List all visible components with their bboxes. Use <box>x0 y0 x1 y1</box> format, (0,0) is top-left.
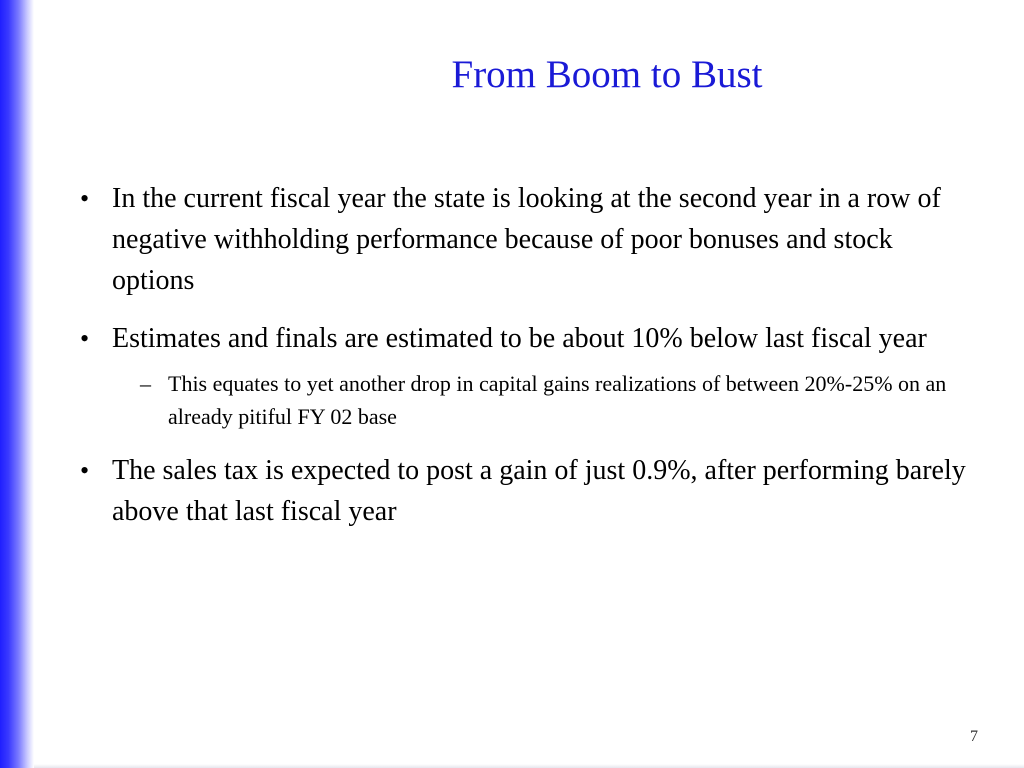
bullet-item-1 <box>80 178 970 301</box>
left-accent-bar <box>0 0 34 768</box>
bullet-item-2 <box>80 318 970 433</box>
slide-title: From Boom to Bust <box>451 53 763 96</box>
bullet-dot-icon: • <box>80 184 90 213</box>
bullet-text-1: In the current fiscal year the state is looking at the second year in a row of negative withholding performance because of poor bonuses and stock options <box>112 183 941 296</box>
sub-bullet-item-1 <box>112 367 970 433</box>
bottom-rule <box>34 764 1024 768</box>
sub-bullet-text-1: This equates to yet another drop in capital gains realizations of between 20%-25% on an already pitiful FY 02 base <box>168 371 947 429</box>
bullet-text-3: The sales tax is expected to post a gain of just 0.9%, after performing barely above that last fiscal year <box>112 455 966 527</box>
bullet-list <box>80 178 970 549</box>
bullet-dot-icon: • <box>80 324 90 353</box>
page-number: 7 <box>970 728 978 745</box>
dash-icon: – <box>140 371 151 396</box>
sub-bullet-list <box>112 367 970 433</box>
bullet-text-2: Estimates and finals are estimated to be about 10% below last fiscal year <box>112 323 927 354</box>
bullet-item-3 <box>80 450 970 532</box>
bullet-dot-icon: • <box>80 456 90 485</box>
